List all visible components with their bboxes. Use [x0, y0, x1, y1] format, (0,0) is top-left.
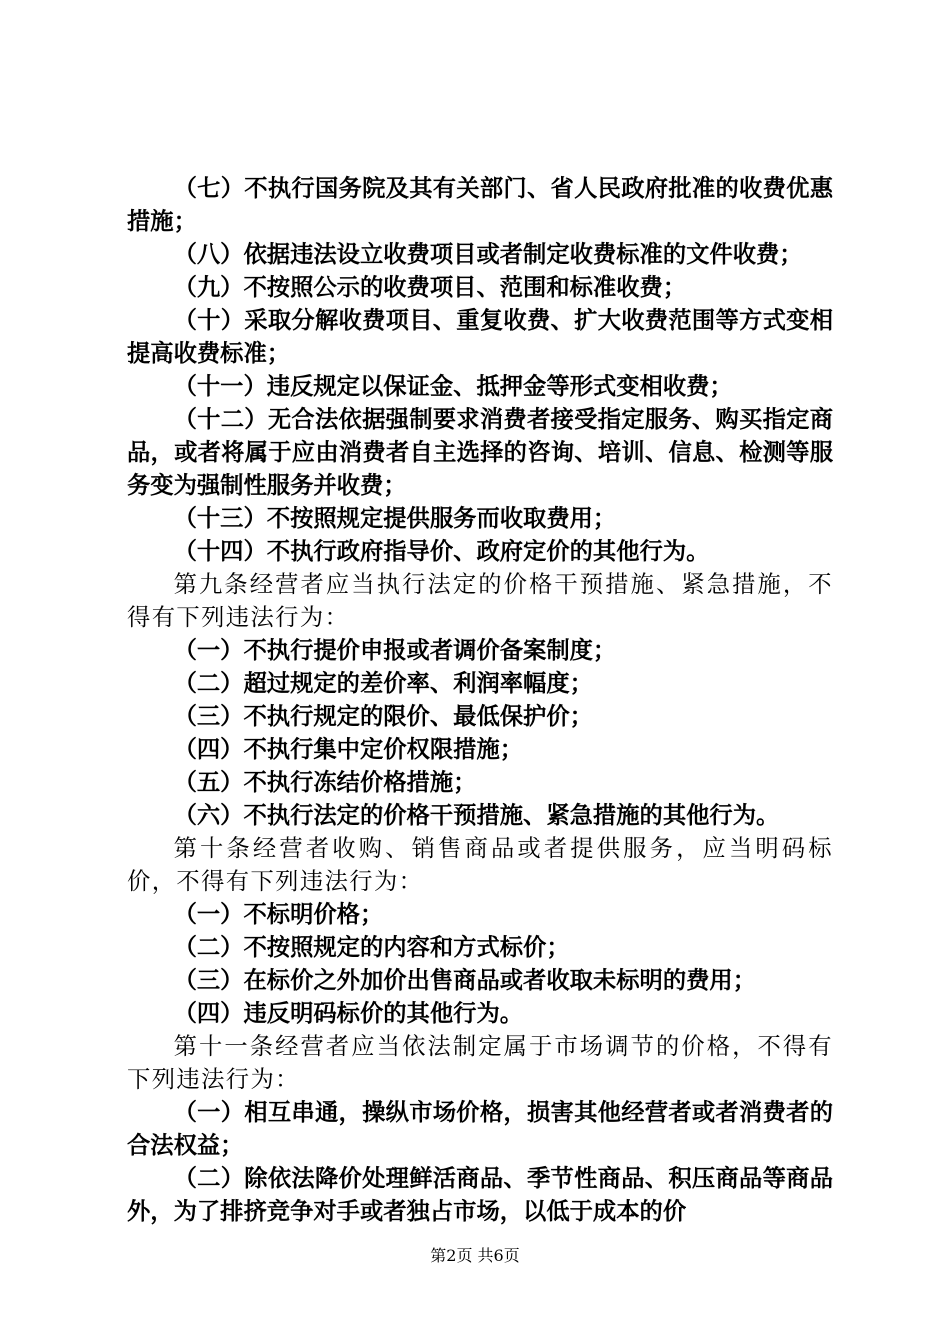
- paragraph: （二）不按照规定的内容和方式标价；: [173, 934, 570, 961]
- paragraph: （二）超过规定的差价率、利润率幅度；: [173, 670, 593, 697]
- paragraph: （三）不执行规定的限价、最低保护价；: [173, 703, 593, 730]
- paragraph: （四）违反明码标价的其他行为。: [173, 1000, 524, 1027]
- article-heading-paragraph: 第九条经营者应当执行法定的价格干预措施、紧急措施，不得有下列违法行为：: [127, 571, 833, 631]
- page-number-footer: 第2页 共6页: [430, 1246, 520, 1265]
- paragraph: （十）采取分解收费项目、重复收费、扩大收费范围等方式变相提高收费标准；: [127, 307, 833, 367]
- paragraph: （十四）不执行政府指导价、政府定价的其他行为。: [173, 538, 710, 565]
- article-heading-paragraph: 第十条经营者收购、销售商品或者提供服务，应当明码标价，不得有下列违法行为：: [127, 835, 833, 895]
- paragraph: （三）在标价之外加价出售商品或者收取未标明的费用；: [173, 967, 757, 994]
- document-body: [127, 172, 833, 1228]
- paragraph: （六）不执行法定的价格干预措施、紧急措施的其他行为。: [173, 802, 780, 829]
- paragraph: （九）不按照公示的收费项目、范围和标准收费；: [173, 274, 687, 301]
- paragraph: （十一）违反规定以保证金、抵押金等形式变相收费；: [173, 373, 733, 400]
- paragraph: （七）不执行国务院及其有关部门、省人民政府批准的收费优惠措施；: [127, 175, 833, 235]
- paragraph: （一）相互串通，操纵市场价格，损害其他经营者或者消费者的合法权益；: [127, 1099, 833, 1159]
- paragraph: （五）不执行冻结价格措施；: [173, 769, 477, 796]
- paragraph: （四）不执行集中定价权限措施；: [173, 736, 524, 763]
- paragraph: （十二）无合法依据强制要求消费者接受指定服务、购买指定商品，或者将属于应由消费者自主选择的咨询、培训、信息、检测等服务变为强制性服务并收费；: [127, 406, 833, 499]
- article-heading-paragraph: 第十一条经营者应当依法制定属于市场调节的价格，不得有下列违法行为：: [127, 1033, 833, 1093]
- paragraph: （一）不执行提价申报或者调价备案制度；: [173, 637, 617, 664]
- paragraph: （二）除依法降价处理鲜活商品、季节性商品、积压商品等商品外，为了排挤竞争对手或者独占市场，以低于成本的价: [127, 1165, 833, 1225]
- paragraph: （一）不标明价格；: [173, 901, 384, 928]
- paragraph: （八）依据违法设立收费项目或者制定收费标准的文件收费；: [173, 241, 803, 268]
- paragraph: （十三）不按照规定提供服务而收取费用；: [173, 505, 617, 532]
